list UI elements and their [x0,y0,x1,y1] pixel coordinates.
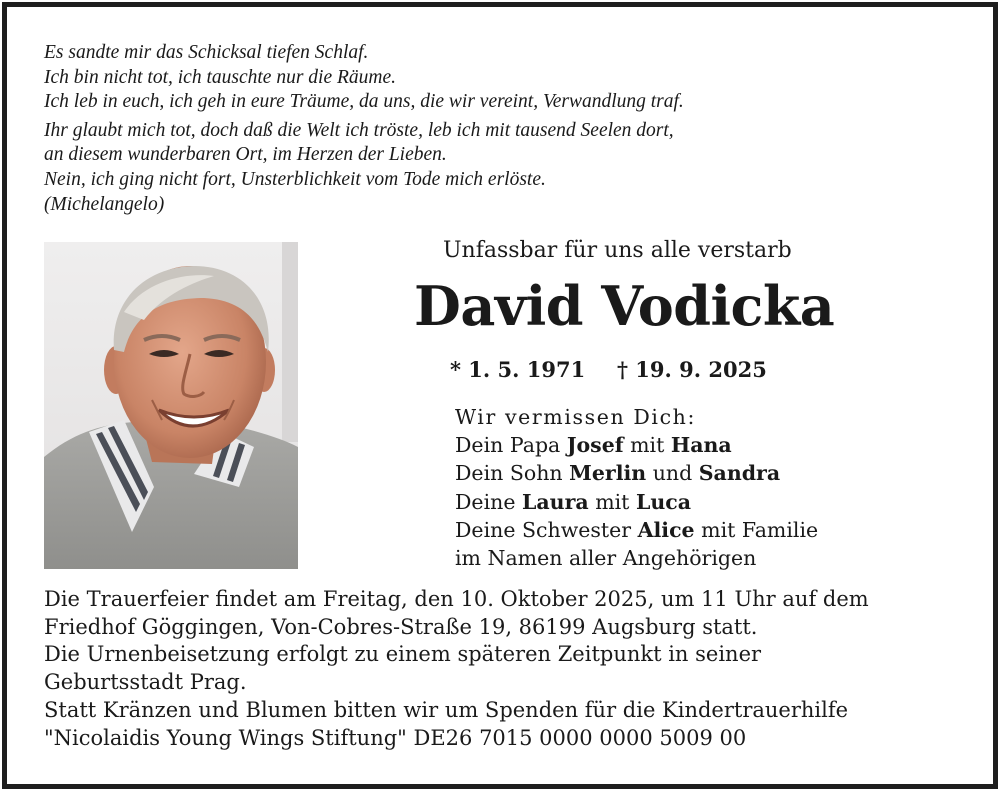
poem-line: Ich leb in euch, ich geh in eure Träume, da uns, die wir vereint, Verwandlung traf. [44,91,684,113]
notice-line: Die Urnenbeisetzung erfolgt zu einem späteren Zeitpunkt in seiner [44,642,762,667]
notice-line: Geburtsstadt Prag. [44,670,247,695]
poem-attribution: (Michelangelo) [44,193,165,215]
family-text: mit Familie [694,517,819,542]
family-list [455,403,955,572]
life-dates [450,355,850,385]
family-heading: Wir vermissen Dich: [455,405,696,429]
poem-line: an diesem wunderbaren Ort, im Herzen der Lieben. [44,144,447,166]
family-member-name: Alice [637,517,695,542]
family-line [455,431,955,459]
poem-line: Ich bin nicht tot, ich tauschte nur die Räume. [44,66,397,88]
intro-text: Unfassbar für uns alle verstarb [443,238,792,263]
family-member-name: Sandra [698,461,781,486]
portrait-photo [44,242,298,569]
family-member-name: Luca [635,489,692,514]
poem [44,41,944,217]
poem-line: Es sandte mir das Schicksal tiefen Schlaf. [44,42,369,63]
family-line: im Namen aller Angehörigen [455,546,757,571]
family-member-name: Laura [521,489,589,514]
family-text: mit [588,489,636,514]
family-text: Dein Papa [455,433,567,458]
family-text: Deine Schwester [455,517,638,542]
birth-date: * 1. 5. 1971 [450,357,586,382]
family-text: mit [623,433,671,458]
deceased-name: David Vodicka [414,274,835,338]
poem-line: Ihr glaubt mich tot, doch daß die Welt ich tröste, leb ich mit tausend Seelen dort, [44,119,674,141]
family-line [455,459,955,487]
poem-line: Nein, ich ging nicht fort, Unsterblichkeit vom Tode mich erlöste. [44,168,546,190]
funeral-notice [44,586,964,752]
notice-line: Statt Kränzen und Blumen bitten wir um Spenden für die Kindertrauerhilfe [44,697,849,722]
family-member-name: Hana [670,433,732,458]
family-line [455,488,955,516]
family-member-name: Merlin [569,461,647,486]
death-date: † 19. 9. 2025 [617,357,767,382]
donation-line: "Nicolaidis Young Wings Stiftung" DE26 7015 0000 0000 5009 00 [44,725,747,750]
family-line [455,516,955,544]
family-text: und [646,461,699,486]
family-text: Deine [455,489,522,514]
notice-line: Die Trauerfeier findet am Freitag, den 10. Oktober 2025, um 11 Uhr auf dem [44,587,869,611]
notice-line: Friedhof Göggingen, Von-Cobres-Straße 19, 86199 Augsburg statt. [44,614,758,639]
family-member-name: Josef [566,433,624,458]
family-text: Dein Sohn [455,461,570,486]
